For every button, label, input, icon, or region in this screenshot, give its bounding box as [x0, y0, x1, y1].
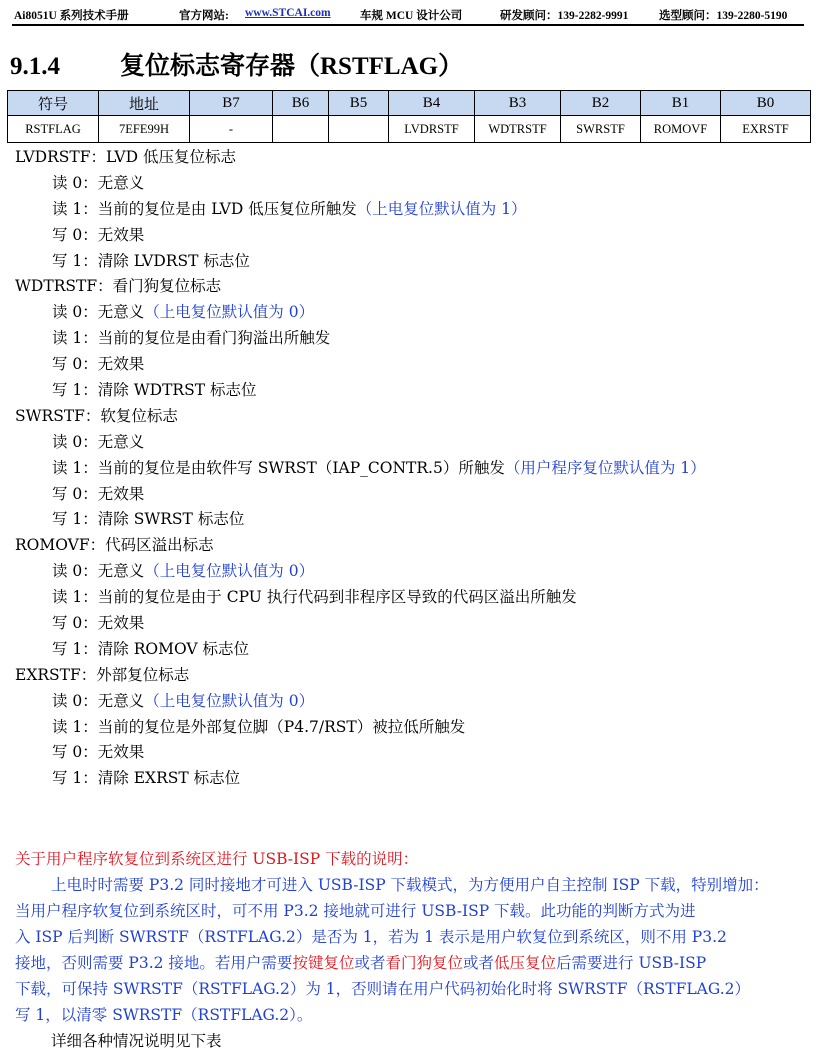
data-cell — [273, 116, 329, 143]
field-item — [15, 689, 805, 715]
field-item — [15, 507, 805, 533]
item-text: 读 1：当前的复位是由看门狗溢出所触发 — [52, 329, 331, 348]
item-note: （上电复位默认值为 0） — [144, 691, 315, 710]
item-text: 写 0：无效果 — [52, 484, 145, 503]
field-descriptions — [15, 145, 805, 792]
field-item — [15, 326, 805, 352]
note-line-mixed — [15, 950, 805, 976]
header-cell: B7 — [190, 91, 273, 116]
header-cell: B6 — [273, 91, 329, 116]
field-item — [15, 223, 805, 249]
item-note: （上电复位默认值为 1） — [356, 199, 527, 218]
field-item — [15, 249, 805, 275]
item-text: 读 0：无意义 — [52, 303, 145, 322]
item-text: 读 1：当前的复位是由于 CPU 执行代码到非程序区导致的代码区溢出所触发 — [52, 588, 577, 607]
item-text: 写 1：清除 WDTRST 标志位 — [52, 381, 257, 400]
field-item — [15, 766, 805, 792]
website-link[interactable]: www.STCAI.com — [245, 7, 331, 19]
field-item — [15, 300, 805, 326]
data-cell: - — [190, 116, 273, 143]
manual-title: Ai8051U 系列技术手册 — [14, 10, 129, 22]
header-cell: 地址 — [99, 91, 190, 116]
item-text: 读 0：无意义 — [52, 562, 145, 581]
field-item — [15, 585, 805, 611]
note-footer: 详细各种情况说明见下表 — [51, 1032, 222, 1050]
note-lvd-reset: 低压复位 — [494, 954, 557, 972]
data-cell: EXRSTF — [721, 116, 811, 143]
item-text: 写 1：清除 EXRST 标志位 — [52, 769, 241, 788]
register-header-row — [8, 91, 811, 116]
header-cell: B4 — [389, 91, 475, 116]
field-item — [15, 430, 805, 456]
company-tagline: 车规 MCU 设计公司 — [360, 10, 463, 22]
item-text: 写 0：无效果 — [52, 614, 145, 633]
item-note: （用户程序复位默认值为 1） — [504, 458, 706, 477]
item-text: 读 0：无意义 — [52, 432, 145, 451]
field-label: EXRSTF：外部复位标志 — [15, 665, 190, 684]
field-item — [15, 197, 805, 223]
header-cell: B0 — [721, 91, 811, 116]
usb-isp-note — [15, 846, 805, 1054]
section-number: 9.1.4 — [10, 53, 60, 80]
field-label: LVDRSTF：LVD 低压复位标志 — [15, 148, 236, 166]
field-item — [15, 352, 805, 378]
rd-consultant: 研发顾问：139-2282-9991 — [500, 10, 629, 22]
field-label: SWRSTF：软复位标志 — [15, 406, 178, 425]
note-title: 关于用户程序软复位到系统区进行 USB-ISP 下载的说明： — [15, 850, 419, 868]
data-cell: ROMOVF — [641, 116, 721, 143]
item-text: 写 1：清除 SWRST 标志位 — [52, 510, 245, 529]
register-data-row — [8, 116, 811, 143]
data-cell: RSTFLAG — [8, 116, 99, 143]
field-item — [15, 482, 805, 508]
item-text: 写 0：无效果 — [52, 355, 145, 374]
item-text: 读 1：当前的复位是外部复位脚（P4.7/RST）被拉低所触发 — [52, 717, 466, 736]
note-line: 下载，可保持 SWRSTF（RSTFLAG.2）为 1，否则请在用户代码初始化时将 SWRSTF（RSTFLAG.2） — [15, 980, 750, 998]
item-text: 写 0：无效果 — [52, 743, 145, 762]
data-cell: SWRSTF — [561, 116, 641, 143]
field-label: WDTRSTF：看门狗复位标志 — [15, 277, 222, 296]
field-item — [15, 637, 805, 663]
item-text: 写 0：无效果 — [52, 225, 145, 244]
register-table — [7, 90, 811, 143]
data-cell: WDTRSTF — [475, 116, 561, 143]
item-text: 读 1：当前的复位是由软件写 SWRST（IAP_CONTR.5）所触发 — [52, 458, 505, 477]
header-cell: B2 — [561, 91, 641, 116]
field-item — [15, 715, 805, 741]
field-item — [15, 456, 805, 482]
note-line: 写 1，以清零 SWRSTF（RSTFLAG.2）。 — [15, 1006, 313, 1024]
website-label: 官方网站: — [179, 10, 229, 22]
header-cell: B1 — [641, 91, 721, 116]
field-item — [15, 559, 805, 585]
item-text: 读 0：无意义 — [52, 173, 145, 192]
item-text: 读 0：无意义 — [52, 691, 145, 710]
note-line: 当用户程序软复位到系统区时，可不用 P3.2 接地就可进行 USB-ISP 下载。此功能的判断方式为进 — [15, 902, 696, 920]
field-item — [15, 378, 805, 404]
section-heading: 复位标志寄存器（RSTFLAG） — [120, 53, 464, 80]
data-cell — [329, 116, 389, 143]
item-note: （上电复位默认值为 0） — [144, 562, 315, 581]
note-watchdog-reset: 看门狗复位 — [385, 954, 463, 972]
field-item — [15, 171, 805, 197]
note-line: 上电时时需要 P3.2 同时接地才可进入 USB-ISP 下载模式，为方便用户自主控制 ISP 下载，特别增加： — [51, 876, 769, 894]
header-cell: 符号 — [8, 91, 99, 116]
data-cell: LVDRSTF — [389, 116, 475, 143]
selection-consultant: 选型顾问：139-2280-5190 — [659, 10, 788, 22]
note-segment: 接地，否则需要 P3.2 接地。若用户需要 — [15, 954, 293, 972]
field-item — [15, 611, 805, 637]
data-cell: 7EFE99H — [99, 116, 190, 143]
field-label: ROMOVF：代码区溢出标志 — [15, 536, 214, 555]
item-text: 读 1：当前的复位是由 LVD 低压复位所触发 — [52, 199, 357, 218]
note-segment: 或者 — [354, 954, 386, 972]
header-cell: B5 — [329, 91, 389, 116]
page-header — [12, 4, 804, 26]
note-key-reset: 按键复位 — [292, 954, 355, 972]
item-note: （上电复位默认值为 0） — [144, 303, 315, 322]
note-segment: 后需要进行 USB-ISP — [556, 954, 707, 972]
section-title — [10, 46, 463, 82]
header-cell: B3 — [475, 91, 561, 116]
note-line: 入 ISP 后判断 SWRSTF（RSTFLAG.2）是否为 1，若为 1 表示是用户软复位到系统区，则不用 P3.2 — [15, 928, 727, 946]
item-text: 写 1：清除 ROMOV 标志位 — [52, 639, 250, 658]
note-segment: 或者 — [462, 954, 494, 972]
item-text: 写 1：清除 LVDRST 标志位 — [52, 251, 250, 270]
field-item — [15, 740, 805, 766]
